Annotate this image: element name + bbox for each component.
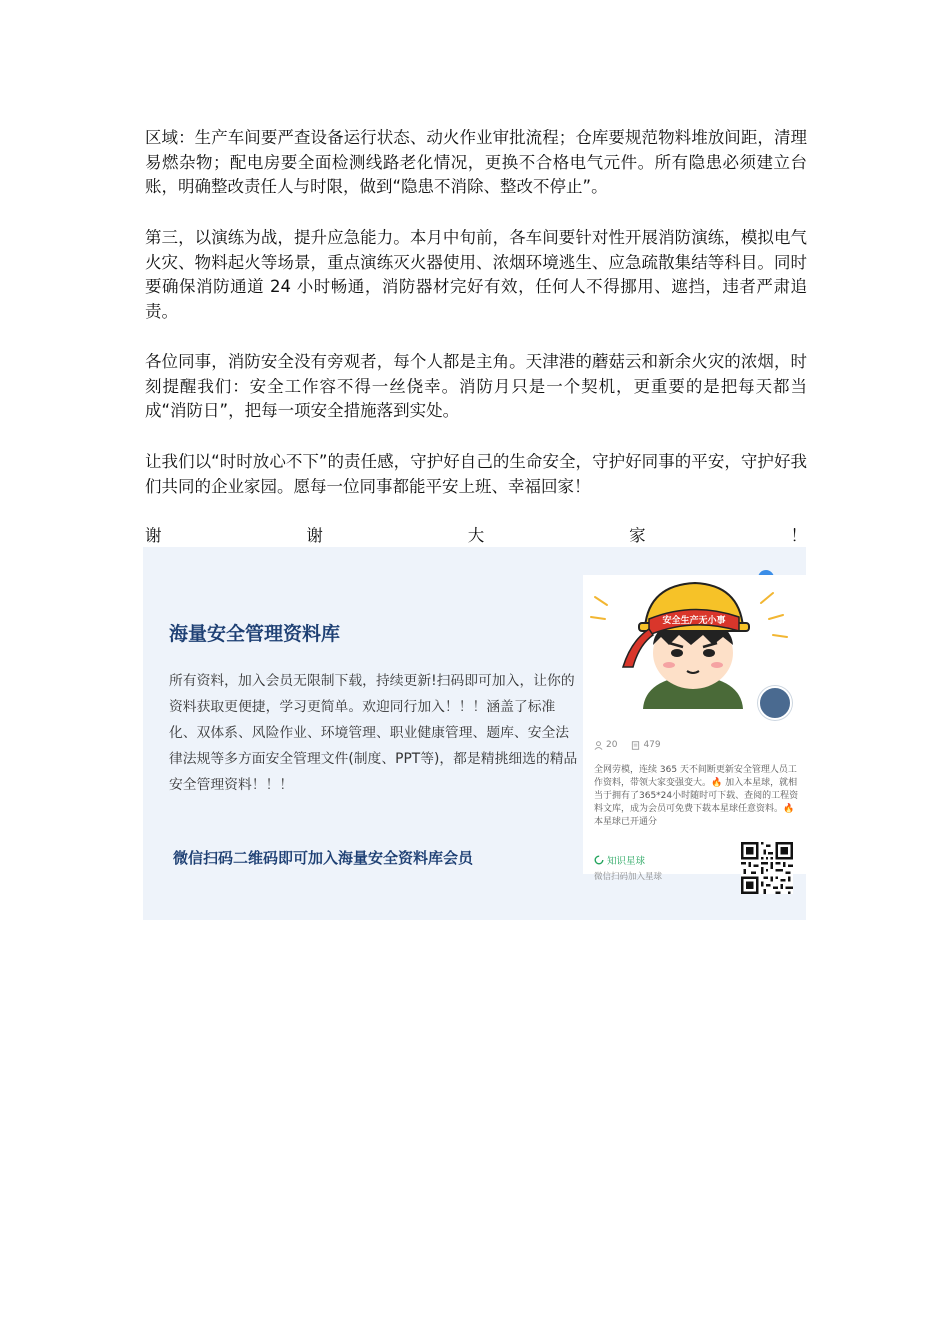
promo-banner[interactable] xyxy=(143,547,806,920)
paragraph-colleagues: 各位同事，消防安全没有旁观者，每个人都是主角。天津港的蘑菇云和新余火灾的浓烟，时刻提醒我们：安全工作容不得一丝侥幸。消防月只是一个契机，更重要的是把每天都当成“消防日”，把每一项安全措施落到实处。 xyxy=(145,352,807,420)
document-icon xyxy=(631,741,640,750)
thanks-char: ！ xyxy=(790,526,807,545)
thanks-char: 大 xyxy=(467,526,485,545)
qr-code[interactable] xyxy=(741,842,793,894)
thanks-line xyxy=(145,524,807,548)
planet-intro: 全网劳模，连续 365 天不间断更新安全管理人员工作资料，带领大家变强变大。🔥 加入本星球，就相当于拥有了365*24小时随时可下载、查阅的工程资料文库，成为会员可免费下载本星球任意资料。🔥 本星球已开通分 xyxy=(594,765,799,827)
brand-name: 知识星球 xyxy=(607,856,646,867)
brand-label xyxy=(594,853,645,867)
card-stats xyxy=(594,740,661,750)
promo-description: 所有资料，加入会员无限制下载，持续更新!扫码即可加入，让你的资料获取更便捷，学习更简单。欢迎同行加入！！！涵盖了标准化、双体系、风险作业、环境管理、职业健康管理、题库、安全法律法规等多方面安全管理文件(制度、PPT等)，都是精挑细选的精品安全管理资料！！！ xyxy=(169,673,578,793)
files-stat xyxy=(631,740,660,750)
planet-avatar xyxy=(758,686,792,720)
planet-logo-icon xyxy=(594,855,604,865)
thanks-char: 谢 xyxy=(145,526,162,545)
paragraph-drills: 第三，以演练为战，提升应急能力。本月中旬前，各车间要针对性开展消防演练，模拟电气火灾、物料起火等场景，重点演练灭火器使用、浓烟环境逃生、应急疏散集结等科目。同时要确保消防通道 24 小时畅通，消防器材完好有效，任何人不得挪用、遮挡，违者严肃追责。 xyxy=(145,228,807,321)
paragraph-closing: 让我们以“时时放心不下”的责任感，守护好自己的生命安全，守护好同事的平安，守护好我们共同的企业家园。愿每一位同事都能平安上班、幸福回家！ xyxy=(145,452,807,496)
person-icon xyxy=(594,741,603,750)
promo-call-to-action: 微信扫码二维码即可加入海量安全资料库会员 xyxy=(173,849,474,867)
paragraph-hazard-areas: 区域：生产车间要严查设备运行状态、动火作业审批流程；仓库要规范物料堆放间距，清理易燃杂物；配电房要全面检测线路老化情况，更换不合格电气元件。所有隐患必须建立台账，明确整改责任人与时限，做到“隐患不消除、整改不停止”。 xyxy=(145,128,807,196)
thanks-char: 谢 xyxy=(306,526,323,545)
helmet-slogan: 安全生产无小事 xyxy=(662,616,726,626)
members-stat xyxy=(594,740,617,750)
knowledge-planet-card[interactable] xyxy=(583,575,806,882)
scan-hint: 微信扫码加入星球 xyxy=(594,872,663,882)
thanks-char: 家 xyxy=(629,526,646,545)
members-count: 20 xyxy=(606,740,618,750)
files-count: 479 xyxy=(643,740,661,750)
promo-title: 海量安全管理资料库 xyxy=(169,623,341,645)
